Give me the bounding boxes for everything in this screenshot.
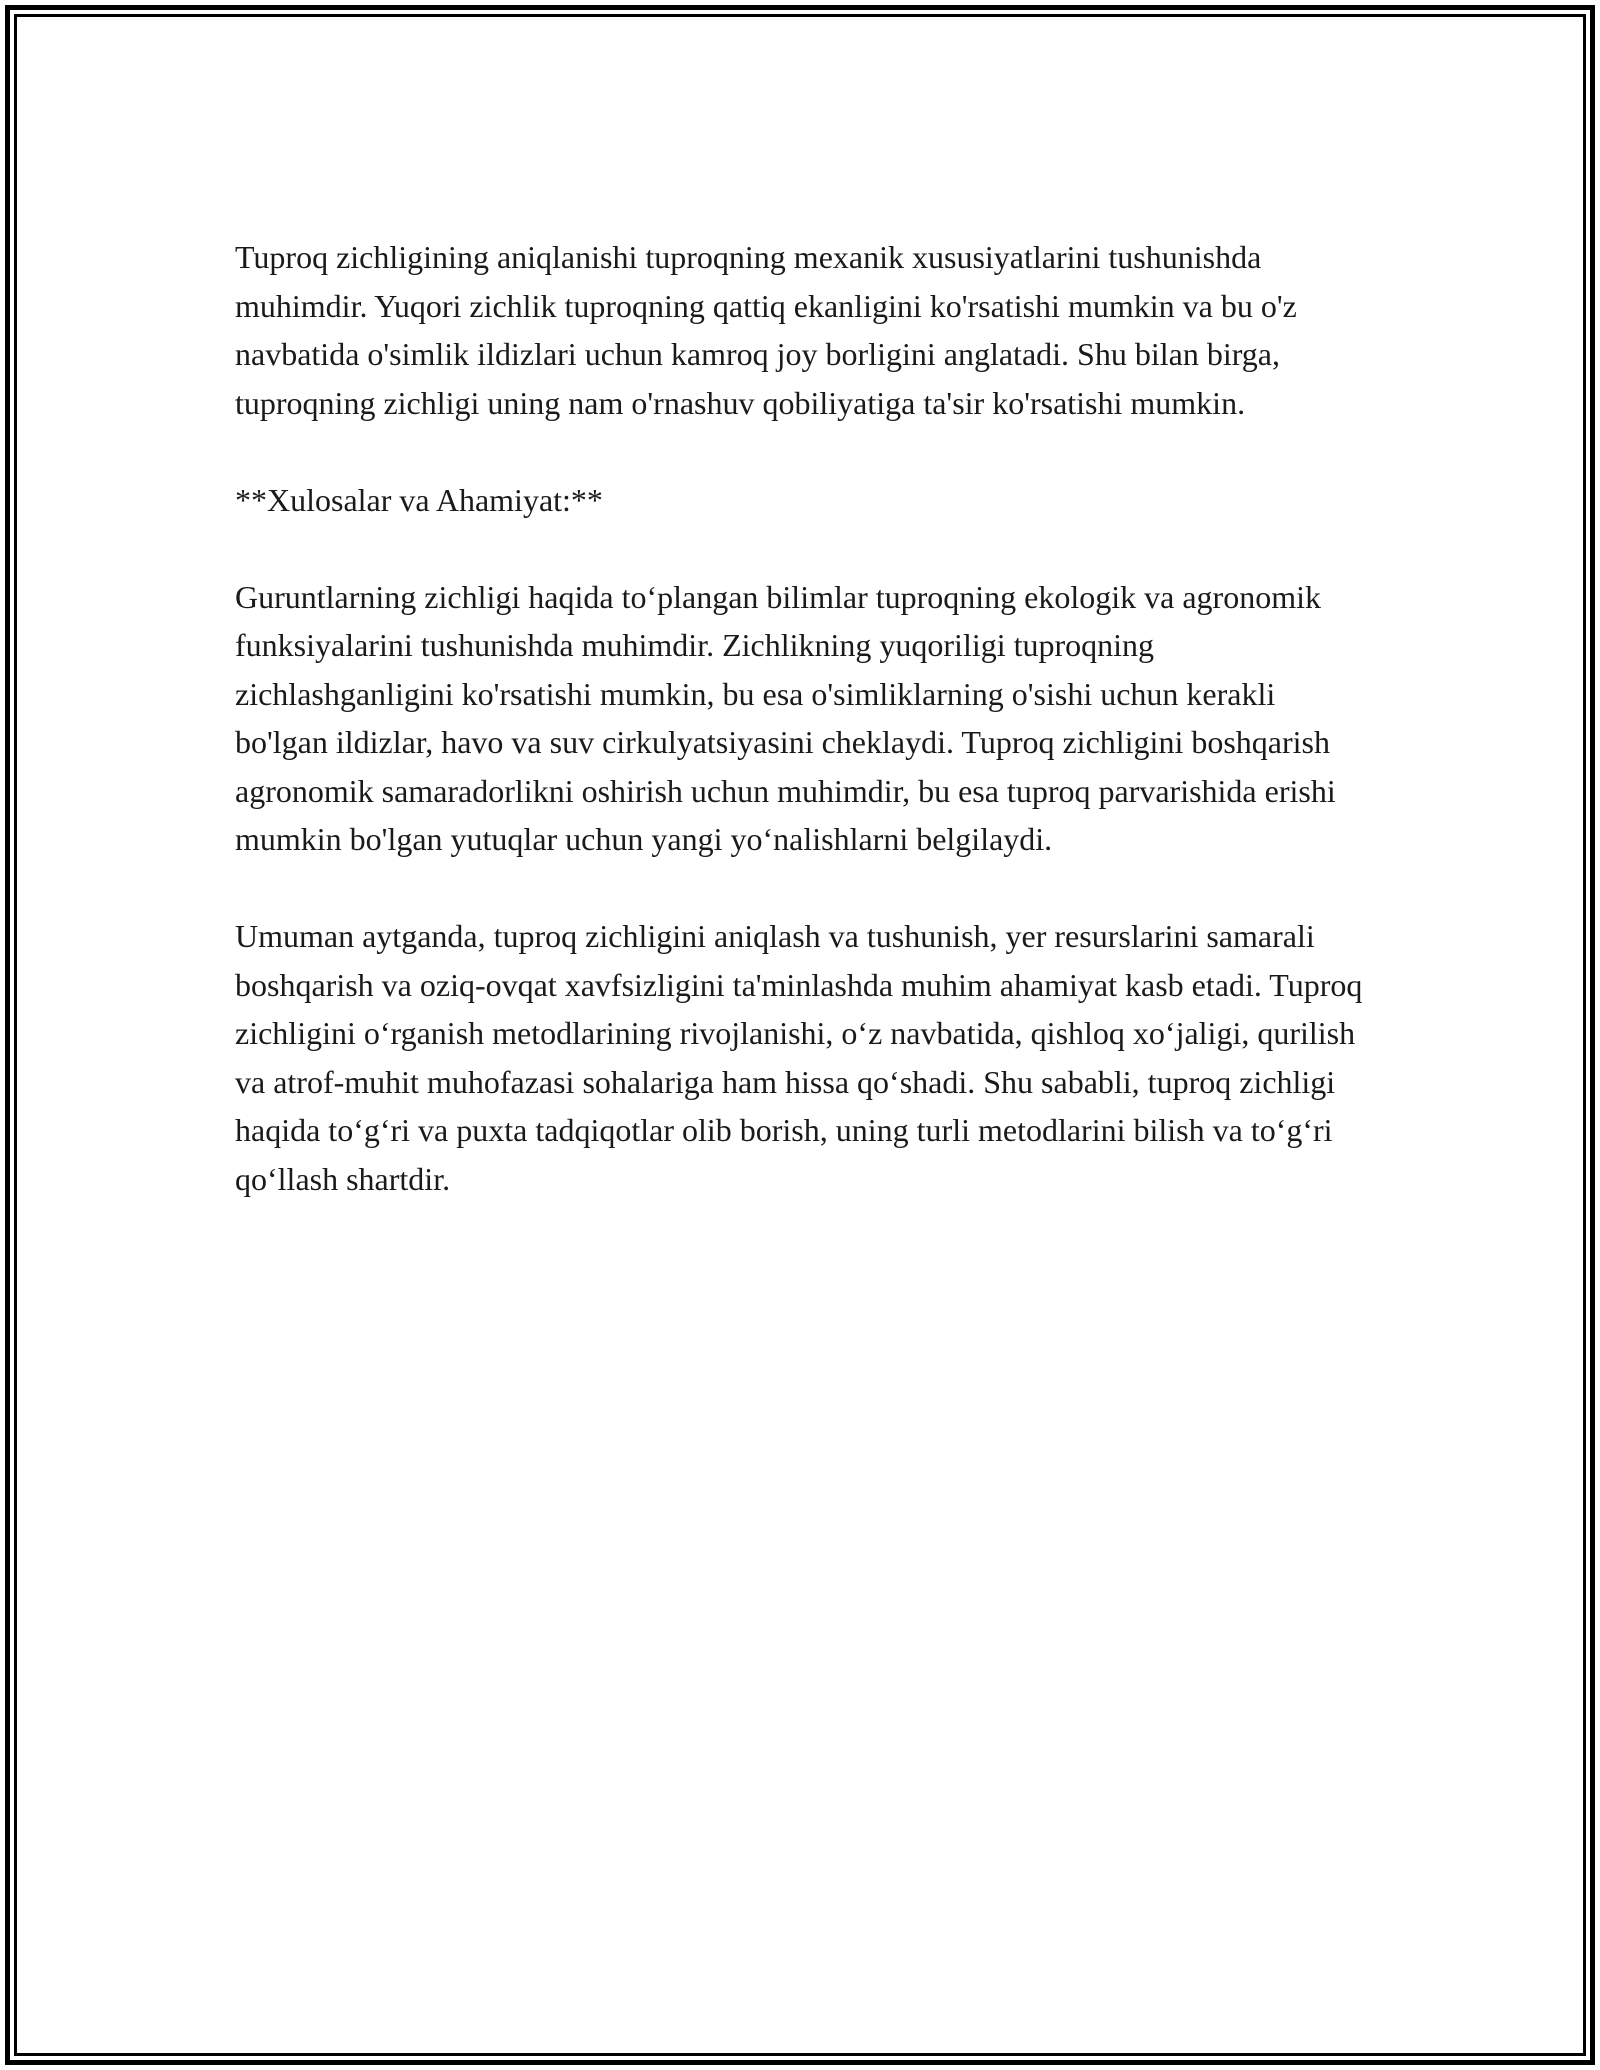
- section-heading-conclusions: **Xulosalar va Ahamiyat:**: [235, 481, 603, 518]
- paragraph-summary: Umuman aytganda, tuproq zichligini aniqlash va tushunish, yer resurslarini samarali boshqarish va oziq-ovqat xavfsizligini ta'minlashda muhim ahamiyat kasb etadi. Tuproq zichligini o‘rganish metodlarining rivojlanishi, o‘z navbatida, qishloq xo‘jaligi, qurilish va atrof-muhit muhofazasi sohalariga ham hissa qo‘shadi. Shu sababli, tuproq zichligi haqida to‘g‘ri va puxta tadqiqotlar olib borish, uning turli metodlarini bilish va to‘g‘ri qo‘llash shartdir.: [235, 918, 1363, 1197]
- document-body: [235, 233, 1375, 1203]
- paragraph-soil-density-intro: Tuproq zichligining aniqlanishi tuproqning mexanik xususiyatlarini tushunishda muhimdir. Yuqori zichlik tuproqning qattiq ekanligini ko'rsatishi mumkin va bu o'z navbatida o'simlik ildizlari uchun kamroq joy borligini anglatadi. Shu bilan birga, tuproqning zichligi uning nam o'rnashuv qobiliyatiga ta'sir ko'rsatishi mumkin.: [235, 239, 1297, 421]
- paragraph-knowledge-importance: Guruntlarning zichligi haqida to‘plangan bilimlar tuproqning ekologik va agronomik funksiyalarini tushunishda muhimdir. Zichlikning yuqoriligi tuproqning zichlashganligini ko'rsatishi mumkin, bu esa o'simliklarning o'sishi uchun kerakli bo'lgan ildizlar, havo va suv cirkulyatsiyasini cheklaydi. Tuproq zichligini boshqarish agronomik samaradorlikni oshirish uchun muhimdir, bu esa tuproq parvarishida erishi mumkin bo'lgan yutuqlar uchun yangi yo‘nalishlarni belgilaydi.: [235, 578, 1336, 857]
